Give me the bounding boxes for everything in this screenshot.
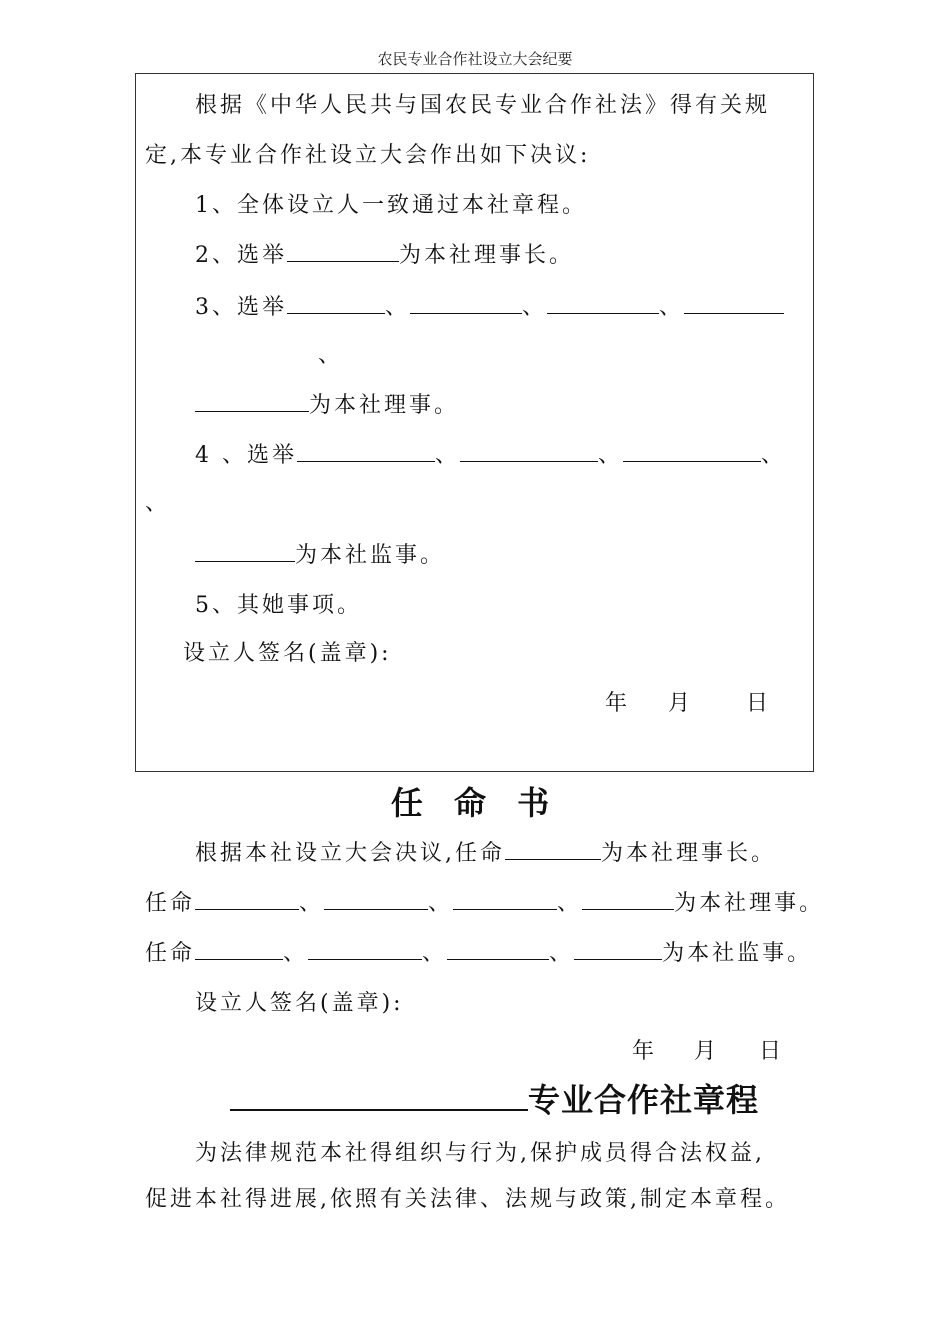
appoint-supervisor-blank-3[interactable]	[447, 939, 549, 960]
appointment-date-year: 年	[632, 1039, 658, 1064]
appointment-line2-prefix: 任命	[145, 891, 196, 916]
appointment-line2-suffix: 为本社理事。	[674, 891, 825, 916]
separator: 、	[428, 891, 454, 916]
appointment-line1-suffix: 为本社理事长。	[601, 841, 777, 866]
appoint-director-blank-2[interactable]	[324, 889, 428, 910]
appointment-line3	[145, 936, 812, 967]
separator: 、	[299, 891, 325, 916]
director-blank-5[interactable]	[195, 391, 309, 412]
appointment-line3-suffix: 为本社监事。	[662, 941, 813, 966]
separator: 、	[549, 941, 575, 966]
director-blank-4[interactable]	[684, 293, 784, 314]
resolution-date-year: 年	[605, 691, 631, 716]
director-blank-2[interactable]	[410, 293, 522, 314]
appointment-signature: 设立人签名(盖章):	[195, 991, 404, 1016]
separator: 、	[422, 941, 448, 966]
director-blank-3[interactable]	[547, 293, 659, 314]
appoint-director-blank-1[interactable]	[195, 889, 299, 910]
resolution-date-month: 月	[668, 691, 694, 716]
supervisor-blank-1[interactable]	[297, 441, 435, 462]
item3-prefix: 3、选举	[195, 295, 287, 320]
appointment-line1-prefix: 根据本社设立大会决议,任命	[195, 841, 505, 866]
resolution-item-5: 5、其她事项。	[195, 593, 362, 618]
resolution-item-3-cont	[195, 388, 459, 419]
item2-prefix: 2、选举	[195, 243, 287, 268]
appointment-line1	[195, 836, 776, 867]
resolution-item-1: 1、全体设立人一致通过本社章程。	[195, 193, 587, 218]
separator: 、	[761, 443, 787, 468]
separator: 、	[283, 941, 309, 966]
chairman-blank[interactable]	[287, 241, 399, 262]
supervisor-blank-3[interactable]	[623, 441, 761, 462]
item2-suffix: 为本社理事长。	[399, 243, 575, 268]
cooperative-name-blank[interactable]	[230, 1075, 528, 1111]
appoint-director-blank-3[interactable]	[453, 889, 557, 910]
resolution-item-4-cont	[195, 538, 445, 569]
item4-trailing-separator: 、	[145, 491, 171, 516]
appointment-line3-prefix: 任命	[145, 941, 196, 966]
resolution-intro-line1: 根据《中华人民共与国农民专业合作社法》得有关规	[195, 93, 771, 118]
separator: 、	[659, 295, 685, 320]
resolution-item-4	[195, 438, 786, 469]
supervisor-blank-4[interactable]	[195, 541, 295, 562]
item4-prefix: 4 、选举	[195, 443, 297, 468]
appointment-date-month: 月	[694, 1039, 720, 1064]
appoint-supervisor-blank-1[interactable]	[195, 939, 283, 960]
charter-title-suffix: 专业合作社章程	[528, 1081, 760, 1119]
charter-paragraph-line1: 为法律规范本社得组织与行为,保护成员得合法权益,	[195, 1141, 765, 1166]
item3-trailing-separator: 、	[318, 343, 344, 368]
resolution-item-2	[195, 238, 574, 269]
separator: 、	[435, 443, 461, 468]
resolution-box	[135, 73, 814, 772]
appoint-director-blank-4[interactable]	[582, 889, 674, 910]
resolution-intro-line2: 定,本专业合作社设立大会作出如下决议:	[145, 143, 591, 168]
appoint-chairman-blank[interactable]	[505, 839, 601, 860]
charter-title	[230, 1075, 759, 1121]
appointment-line2	[145, 886, 824, 917]
resolution-item-3	[195, 290, 784, 321]
page-header: 农民专业合作社设立大会纪要	[377, 50, 573, 68]
appointment-date-day: 日	[759, 1039, 785, 1064]
director-blank-1[interactable]	[287, 293, 385, 314]
separator: 、	[522, 295, 548, 320]
supervisor-blank-2[interactable]	[460, 441, 598, 462]
resolution-signature: 设立人签名(盖章):	[183, 641, 392, 666]
item4-suffix: 为本社监事。	[295, 543, 446, 568]
charter-paragraph-line2: 促进本社得进展,依照有关法律、法规与政策,制定本章程。	[145, 1187, 790, 1212]
appoint-supervisor-blank-4[interactable]	[574, 939, 662, 960]
appoint-supervisor-blank-2[interactable]	[308, 939, 422, 960]
separator: 、	[557, 891, 583, 916]
item3-suffix: 为本社理事。	[309, 393, 460, 418]
resolution-date-day: 日	[746, 691, 772, 716]
appointment-title: 任 命 书	[390, 784, 560, 822]
separator: 、	[598, 443, 624, 468]
separator: 、	[385, 295, 411, 320]
